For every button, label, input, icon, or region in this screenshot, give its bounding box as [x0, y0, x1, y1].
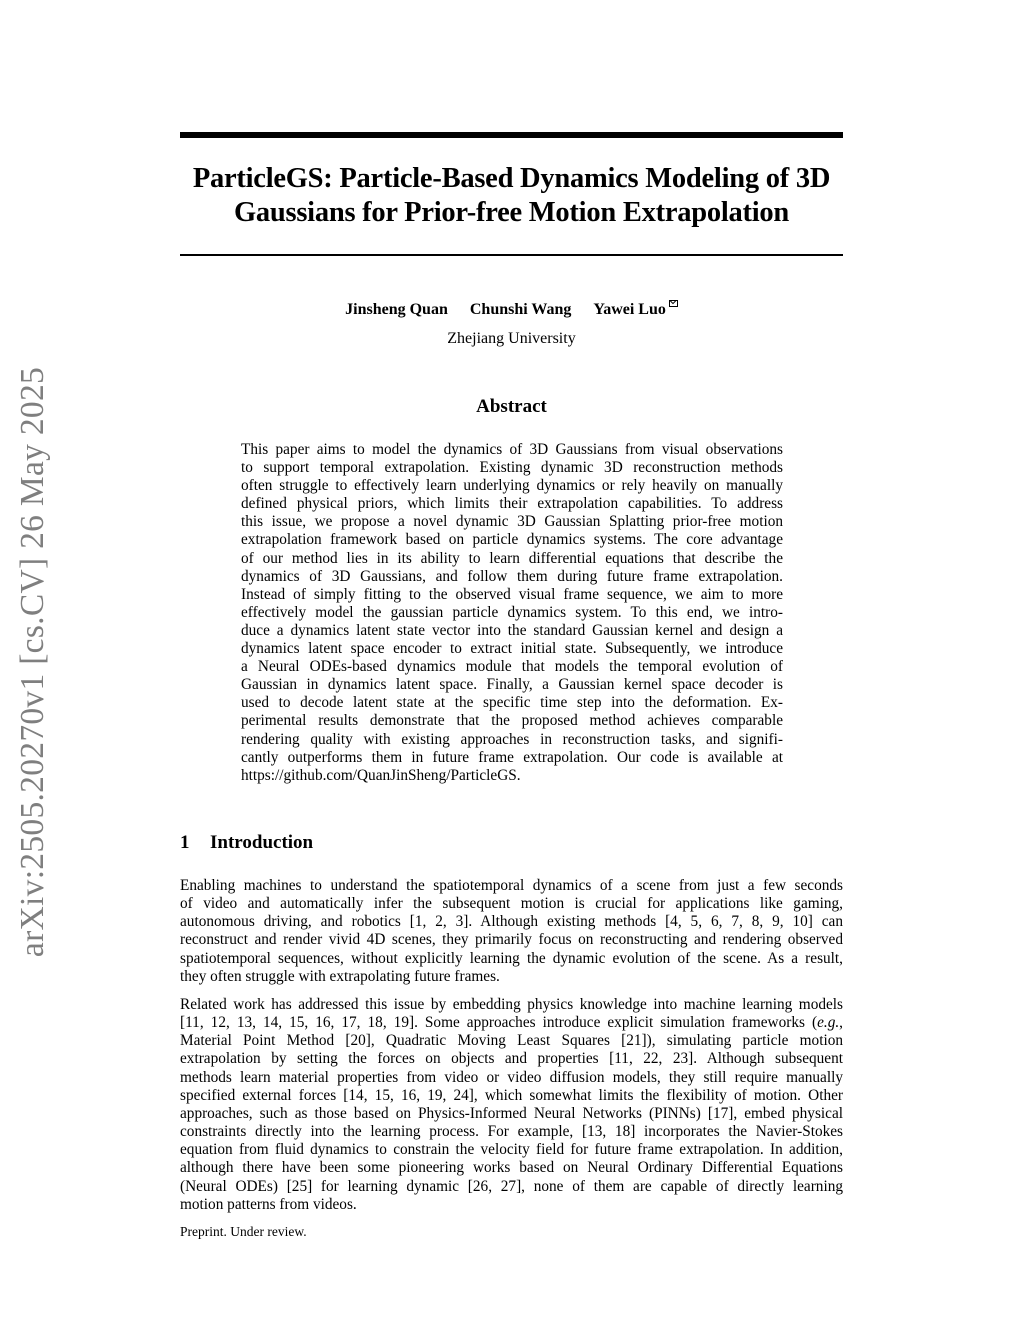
- section-title: Introduction: [210, 832, 314, 853]
- text-line: [11, 12, 13, 14, 15, 16, 17, 18, 19]. Some approaches introduce explicit simulation frameworks (e.g.,: [180, 1014, 843, 1032]
- text-line: dynamics latent space encoder to extract initial state. Subsequently, we introduce: [241, 640, 783, 658]
- text-line: Instead of simply fitting to the observed visual frame sequence, we aim to more: [241, 585, 783, 603]
- text-line: This paper aims to model the dynamics of 3D Gaussians from visual observations: [241, 441, 783, 458]
- text-line: Related work has addressed this issue by embedding physics knowledge into machine learning models: [180, 996, 843, 1013]
- affiliation: Zhejiang University: [447, 330, 576, 347]
- text-line: to support temporal extrapolation. Existing dynamic 3D reconstruction methods: [241, 459, 783, 477]
- text-line: specified external forces [14, 15, 16, 19, 24], which somewhat limits the flexibility of motion. Other: [180, 1086, 843, 1104]
- text-line: equation from fluid dynamics to constrain the velocity field for future frame extrapolation. In addition,: [180, 1141, 843, 1159]
- text-line: duce a dynamics latent state vector into the standard Gaussian kernel and design a: [241, 621, 783, 639]
- text-line: extrapolation framework based on particle dynamics systems. The core advantage: [241, 531, 783, 549]
- text-line: reconstruct and render vivid 4D scenes, they primarily focus on reconstructing and rendering observed: [180, 931, 843, 949]
- text-line: this issue, we propose a novel dynamic 3D Gaussian Splatting prior-free motion: [241, 513, 783, 531]
- text-line: motion patterns from videos.: [180, 1195, 357, 1213]
- intro-paragraph-1: [180, 877, 843, 986]
- text-line: effectively model the gaussian particle dynamics system. To this end, we intro-: [241, 603, 783, 621]
- corresponding-author: [593, 300, 677, 320]
- section-number: 1: [180, 832, 190, 853]
- title-line: Gaussians for Prior-free Motion Extrapolation: [233, 197, 789, 228]
- text-line: cantly outperforms them in future frame extrapolation. Our code is available at: [241, 748, 783, 766]
- author-name: Chunshi Wang: [469, 301, 572, 318]
- arxiv-side-stamp: [8, 364, 58, 960]
- text-line: used to decode latent state at the specific time step into the deformation. Ex-: [241, 694, 783, 712]
- envelope-icon: [669, 300, 678, 307]
- text-line: defined physical priors, which limits their extrapolation capabilities. To address: [241, 495, 783, 513]
- arxiv-identifier: arXiv:2505.20270v1 [cs.CV] 26 May 2025: [14, 366, 51, 958]
- text-line: constraints directly into the learning process. For example, [13, 18] incorporates the Navier-Stokes: [180, 1123, 843, 1141]
- text-line: extrapolation by setting the forces on objects and properties [11, 22, 23]. Although subsequent: [180, 1050, 843, 1068]
- text-line: often struggle to effectively learn underlying dynamics or rely heavily on manually: [241, 477, 783, 495]
- section-heading-introduction: [180, 832, 313, 854]
- text-line: dynamics of 3D Gaussians, and follow them during future frame extrapolation.: [241, 567, 783, 585]
- text-line: rendering quality with existing approaches in reconstruction tasks, and signifi-: [241, 730, 783, 748]
- text-line: although there have been some pioneering works based on Neural Ordinary Differential Equations: [180, 1159, 843, 1177]
- text-line: approaches, such as those based on Physics-Informed Neural Networks (PINNs) [17], embed physical: [180, 1104, 843, 1122]
- author-name: Jinsheng Quan: [345, 301, 448, 318]
- title-top-rule: [180, 132, 843, 138]
- text-line: Material Point Method [20], Quadratic Moving Least Squares [21]), simulating particle motion: [180, 1032, 843, 1050]
- text-line: of our method lies in its ability to learn differential equations that describe the: [241, 549, 783, 567]
- preprint-footnote: Preprint. Under review.: [180, 1224, 307, 1239]
- italic-text: e.g.: [817, 1014, 840, 1032]
- text-line: autonomous driving, and robotics [1, 2, 3]. Although existing methods [4, 5, 6, 7, 8, 9, 10] can: [180, 913, 843, 931]
- text-line: methods learn material properties from video or video diffusion models, they still require manually: [180, 1068, 843, 1086]
- paper-title: [180, 162, 843, 230]
- intro-paragraph-2: [180, 996, 843, 1214]
- title-bottom-rule: [180, 254, 843, 256]
- abstract-body: [241, 441, 783, 785]
- text-line: https://github.com/QuanJinSheng/ParticleGS.: [241, 766, 521, 784]
- text-line: Enabling machines to understand the spatiotemporal dynamics of a scene from just a few seconds: [180, 877, 843, 894]
- text-line: a Neural ODEs-based dynamics module that models the temporal evolution of: [241, 658, 783, 676]
- author-list: [180, 300, 843, 320]
- text-line: Gaussian in dynamics latent space. Finally, a Gaussian kernel space decoder is: [241, 676, 783, 694]
- text-line: they often struggle with extrapolating future frames.: [180, 967, 500, 985]
- author-name: Yawei Luo: [593, 301, 666, 318]
- text-line: spatiotemporal sequences, without explicitly learning the dynamic evolution of the scene. As a result,: [180, 949, 843, 967]
- abstract-heading: Abstract: [476, 396, 547, 417]
- title-line: ParticleGS: Particle-Based Dynamics Modeling of 3D: [192, 163, 831, 194]
- text-line: (Neural ODEs) [25] for learning dynamic [26, 27], none of them are capable of directly learning: [180, 1177, 843, 1195]
- text-line: perimental results demonstrate that the proposed method achieves comparable: [241, 712, 783, 730]
- text-line: of video and automatically infer the subsequent motion is crucial for applications like gaming,: [180, 895, 843, 913]
